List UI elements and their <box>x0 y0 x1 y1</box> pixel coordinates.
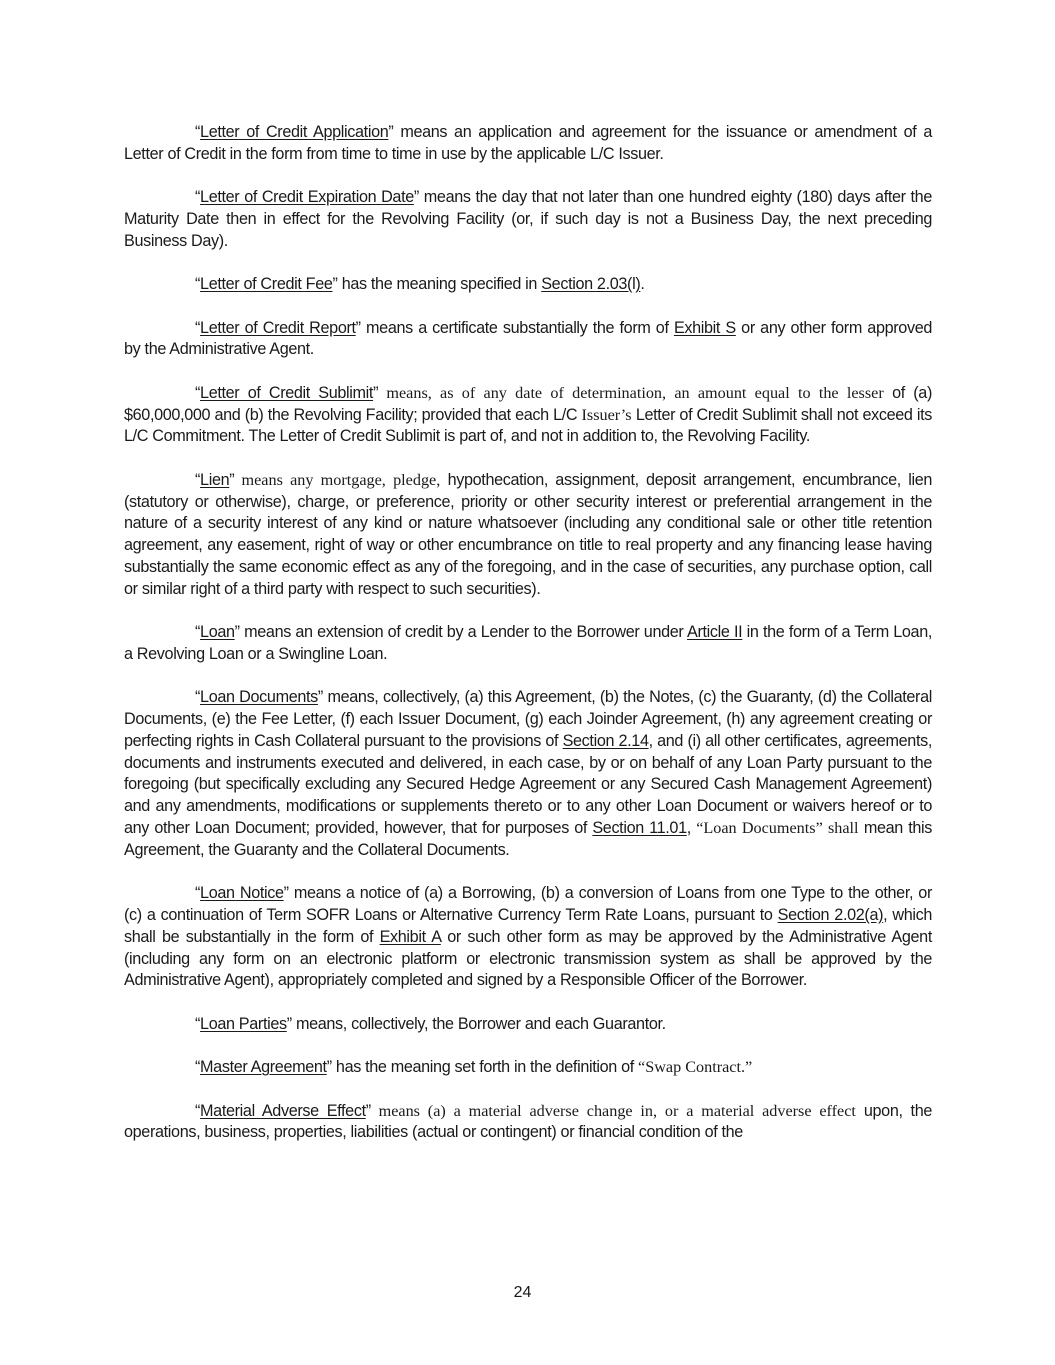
defined-term: Letter of Credit Expiration Date <box>200 188 414 207</box>
open-quote: “ <box>195 1014 201 1033</box>
definition-text: upon, the operations, business, properties, liabilities (actual or contingent) or financial condition of the <box>124 1101 933 1142</box>
defined-term: Loan Documents <box>200 688 318 707</box>
cross-reference-link[interactable]: Exhibit S <box>673 318 736 337</box>
open-quote: “ <box>195 884 201 903</box>
definition-text: or such other form as may be approved by the Administrative Agent (including any form on an electronic platform or electronic transmission system as shall be approved by the Administrative Agent), appropriately completed and signed by a Responsible Officer of the Borrower. <box>124 927 932 990</box>
defined-term: Loan Notice <box>200 884 284 903</box>
cross-reference-link[interactable]: Section 11.01 <box>592 819 687 838</box>
close-quote: ” <box>326 1058 332 1077</box>
open-quote: “ <box>195 318 201 337</box>
definition-paragraph <box>124 687 932 861</box>
defined-term: Letter of Credit Sublimit <box>200 383 374 402</box>
definition-text: in the form of a Term Loan, a Revolving Loan or a Swingline Loan. <box>124 623 933 663</box>
defined-term: Material Adverse Effect <box>200 1101 366 1120</box>
definition-text: means the day that not later than one hundred eighty (180) days after the Maturity Date then in effect for the Revolving Facility (or, if such day is not a Business Day, the next preceding Business Day). <box>124 188 932 250</box>
close-quote: ” <box>283 884 289 903</box>
definition-text: means an extension of credit by a Lender to the Borrower under <box>239 623 687 642</box>
defined-term: Letter of Credit Report <box>200 318 356 337</box>
definition-text: “Loan Documents” shall <box>696 819 859 838</box>
open-quote: “ <box>195 1058 201 1077</box>
definition-text: means any mortgage, pledge, <box>234 470 441 489</box>
open-quote: “ <box>195 623 201 642</box>
definition-text: , <box>686 819 697 838</box>
open-quote: “ <box>195 123 201 141</box>
defined-term: Letter of Credit Application <box>200 123 389 141</box>
definition-text: Issuer’s <box>581 405 632 424</box>
definition-paragraph <box>124 470 932 601</box>
definition-text: “Swap Contract.” <box>638 1058 753 1077</box>
defined-term: Master Agreement <box>200 1058 327 1077</box>
definition-text: . <box>640 275 645 294</box>
definition-paragraph <box>124 1014 932 1036</box>
definition-text: of (a) $60,000,000 and (b) the Revolving Facility; provided that each L/C <box>124 383 932 424</box>
defined-term: Lien <box>200 470 230 489</box>
cross-reference-link[interactable]: Section 2.03(l) <box>541 275 641 294</box>
definition-text: means a certificate substantially the form of <box>360 318 674 337</box>
cross-reference-link[interactable]: Article II <box>687 623 743 642</box>
close-quote: ” <box>388 123 394 141</box>
close-quote: ” <box>373 383 379 402</box>
definition-text: means (a) a material adverse change in, or a material adverse effect <box>370 1101 856 1120</box>
page-number: 24 <box>513 1284 532 1301</box>
open-quote: “ <box>195 1101 201 1120</box>
close-quote: ” <box>365 1101 371 1120</box>
definition-text: has the meaning set forth in the definition of <box>331 1058 639 1077</box>
definition-paragraph <box>124 122 932 166</box>
definition-text: mean this Agreement, the Guaranty and the Collateral Documents. <box>124 819 933 859</box>
defined-term: Letter of Credit Fee <box>200 275 333 294</box>
defined-term: Loan <box>200 623 235 642</box>
cross-reference-link[interactable]: Section 2.02(a) <box>777 906 884 925</box>
close-quote: ” <box>355 318 361 337</box>
close-quote: ” <box>286 1014 292 1033</box>
close-quote: ” <box>234 623 240 642</box>
close-quote: ” <box>317 688 323 707</box>
definition-text: means, as of any date of determination, an amount equal to the lesser <box>378 383 884 402</box>
open-quote: “ <box>195 275 201 294</box>
definition-paragraph <box>124 883 932 992</box>
definition-paragraph <box>124 318 932 362</box>
definition-text: , and (i) all other certificates, agreements, documents and instruments executed and delivered, in each case, by or on behalf of any Loan Party pursuant to the foregoing (but specifically excluding any Secured Hedge Agreement or any Secured Cash Management Agreement) and any amendments, modifications or supplements thereto or to any other Loan Document or waivers hereof or to any other Loan Document; provided, however, that for purposes of <box>124 731 933 838</box>
definition-paragraph <box>124 187 932 252</box>
definition-paragraph <box>124 274 932 296</box>
open-quote: “ <box>195 383 201 402</box>
definition-text: or any other form approved by the Administrative Agent. <box>124 318 932 359</box>
open-quote: “ <box>195 470 201 489</box>
close-quote: ” <box>229 470 235 489</box>
definition-paragraph <box>124 1057 932 1079</box>
open-quote: “ <box>195 188 201 207</box>
definition-text: hypothecation, assignment, deposit arrangement, encumbrance, lien (statutory or otherwise), charge, or preference, priority or other security interest or preferential arrangement in the nature of a security interest of any kind or nature whatsoever (including any conditional sale or other title retention agreement, any easement, right of way or other encumbrance on title to real property and any financing lease having substantially the same economic effect as any of the foregoing, and in the case of securities, any purchase option, call or similar right of a third party with respect to such securities). <box>124 470 932 598</box>
definition-text: means, collectively, the Borrower and each Guarantor. <box>291 1014 666 1033</box>
definition-text: means an application and agreement for the issuance or amendment of a Letter of Credit in the form from time to time in use by the applicable L/C Issuer. <box>124 123 932 163</box>
defined-term: Loan Parties <box>200 1014 287 1033</box>
definition-text: Letter of Credit Sublimit shall not exceed its L/C Commitment. The Letter of Credit Sublimit is part of, and not in addition to, the Revolving Facility. <box>124 405 933 446</box>
cross-reference-link[interactable]: Section 2.14 <box>562 731 649 750</box>
open-quote: “ <box>195 688 201 707</box>
definition-text: means a notice of (a) a Borrowing, (b) a conversion of Loans from one Type to the other, or (c) a continuation of Term SOFR Loans or Alternative Currency Term Rate Loans, pursuant to <box>124 884 932 925</box>
definition-paragraph <box>124 1101 932 1145</box>
close-quote: ” <box>413 188 419 207</box>
definition-text: means, collectively, (a) this Agreement, (b) the Notes, (c) the Guaranty, (d) the Collateral Documents, (e) the Fee Letter, (f) each Issuer Document, (g) each Joinder Agreement, (h) any agreement creating or perfecting rights in Cash Collateral pursuant to the provisions of <box>124 688 933 750</box>
close-quote: ” <box>332 275 338 294</box>
definition-paragraph <box>124 622 932 666</box>
document-body <box>124 122 932 1166</box>
definition-text: has the meaning specified in <box>337 275 542 294</box>
definition-text: , which shall be substantially in the form of <box>124 906 933 946</box>
definition-paragraph <box>124 383 932 448</box>
cross-reference-link[interactable]: Exhibit A <box>379 927 441 946</box>
